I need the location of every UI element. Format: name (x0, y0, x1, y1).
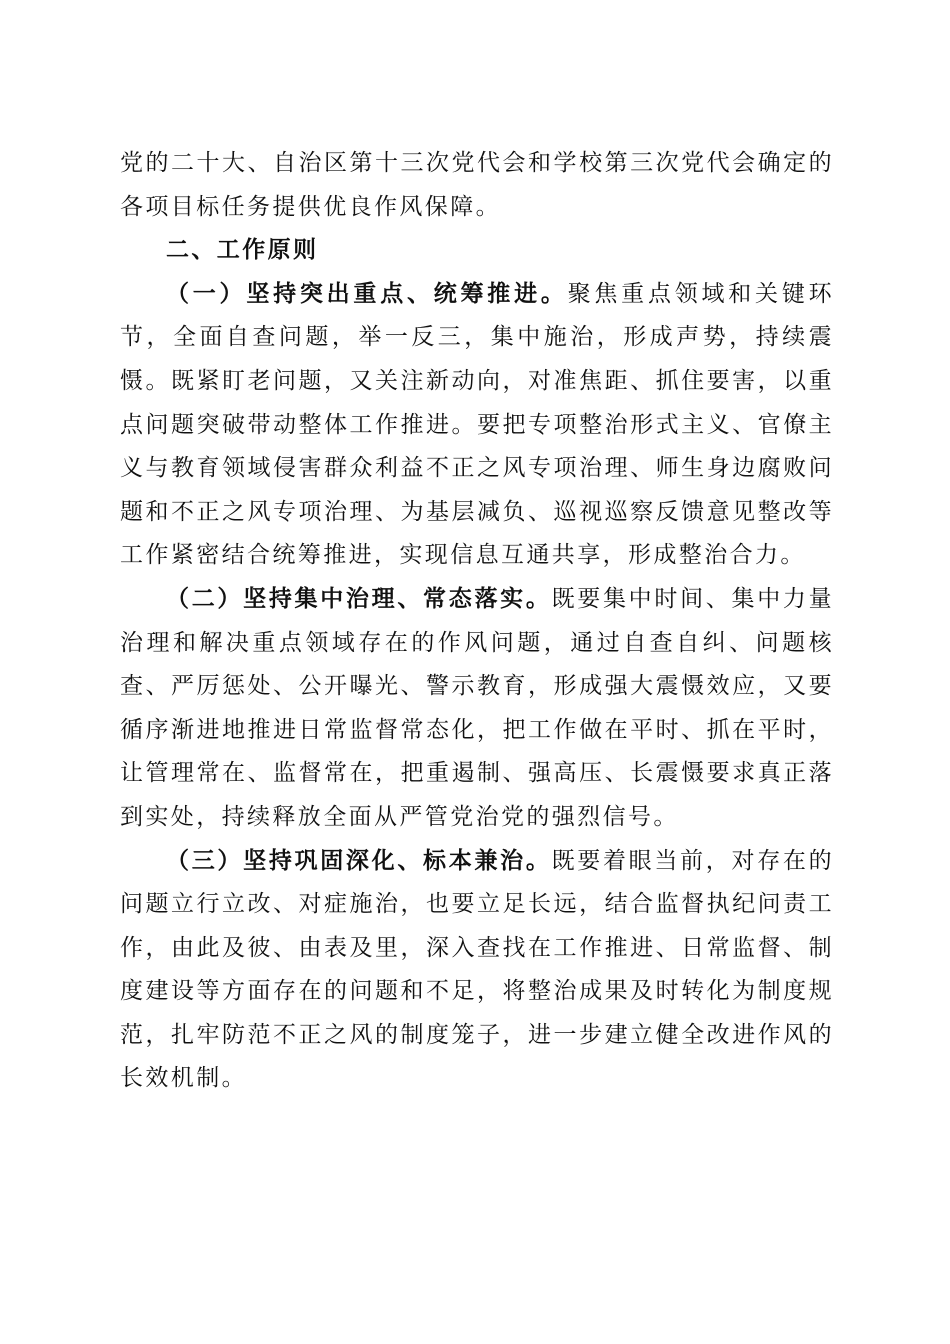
principle-body-1: 聚焦重点领域和关键环节，全面自查问题，举一反三，集中施治，形成声势，持续震慑。既紧盯老问题，又关注新动向，对准焦距、抓住要害，以重点问题突破带动整体工作推进。要把专项整治形式主义、官僚主义与教育领域侵害群众利益不正之风专项治理、师生身边腐败问题和不正之风专项治理、为基层减负、巡视巡察反馈意见整改等工作紧密结合统筹推进，实现信息互通共享，形成整治合力。 (120, 280, 834, 569)
principle-lead-3: （三）坚持巩固深化、标本兼治。 (166, 847, 552, 874)
principle-paragraph-3 (120, 840, 834, 1102)
principle-body-2: 既要集中时间、集中力量治理和解决重点领域存在的作风问题，通过自查自纠、问题核查、严厉惩处、公开曝光、警示教育，形成强大震慑效应，又要循序渐进地推进日常监督常态化，把工作做在平时、抓在平时，让管理常在、监督常在，把重遏制、强高压、长震慑要求真正落到实处，持续释放全面从严管党治党的强烈信号。 (120, 585, 835, 830)
principle-lead-2: （二）坚持集中治理、常态落实。 (166, 585, 552, 612)
principle-paragraph-1 (120, 273, 834, 578)
document-body (120, 142, 834, 1101)
principle-lead-1: （一）坚持突出重点、统筹推进。 (166, 280, 568, 307)
intro-continuation-paragraph: 党的二十大、自治区第十三次党代会和学校第三次党代会确定的各项目标任务提供优良作风保障。 (120, 150, 834, 220)
section-heading: 二、工作原则 (166, 237, 319, 264)
principle-body-3: 既要着眼当前，对存在的问题立行立改、对症施治，也要立足长远，结合监督执纪问责工作，由此及彼、由表及里，深入查找在工作推进、日常监督、制度建设等方面存在的问题和不足，将整治成果及时转化为制度规范，扎牢防范不正之风的制度笼子，进一步建立健全改进作风的长效机制。 (120, 847, 835, 1092)
principle-paragraph-2 (120, 578, 834, 840)
